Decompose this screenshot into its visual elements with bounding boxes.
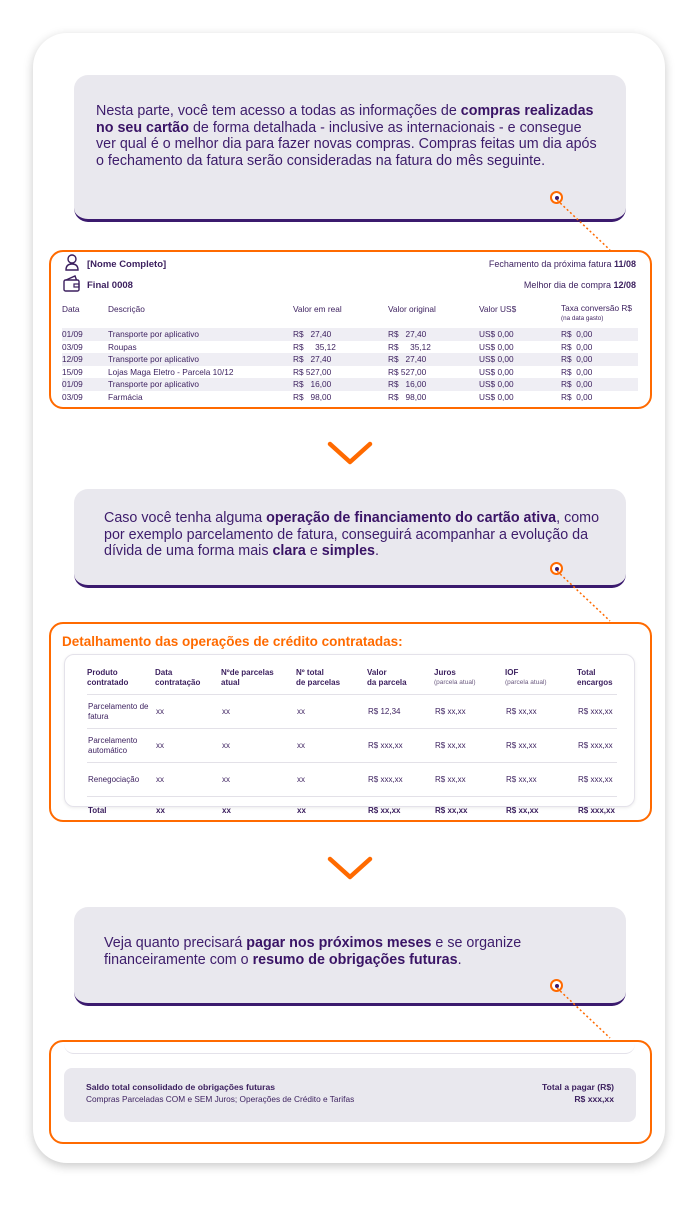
credit-row [87,729,617,763]
tx-description: Roupas [108,341,137,352]
transaction-row [62,328,638,341]
credit-cell: xx [296,797,367,824]
credit-cell: R$ xx,xx [434,729,505,763]
tx-value-original: R$ 527,00 [388,366,427,377]
credit-cell: R$ xx,xx [505,695,577,729]
connector-line [555,198,615,253]
info-box-purchases [74,75,626,222]
credit-col-header: Nºde parcelas atual [221,668,274,687]
closing-info: Fechamento da próxima fatura 11/08 [488,259,636,269]
credit-cell: xx [296,695,367,729]
credit-cell: R$ xxx,xx [577,763,617,797]
tx-date: 15/09 [62,366,83,377]
tx-conversion-rate: R$ 0,00 [561,328,638,341]
tx-value-original: R$ 16,00 [388,378,479,391]
summary-title: Saldo total consolidado de obrigações futuras [86,1082,276,1092]
summary-total-label: Total a pagar (R$) [542,1082,614,1092]
info-text-financing: Caso você tenha alguma operação de financiamento do cartão ativa, como por exemplo parcelamento de fatura, conseguirá acompanhar a evolução da dívida de uma forma mais clara e simples. [104,510,600,559]
credit-col-header: Produto contratado [87,668,129,687]
holder-name: [Nome Completo] [87,259,167,270]
credit-cell: R$ 12,34 [367,695,434,729]
credit-cell: xx [221,763,296,797]
credit-cell: R$ xx,xx [505,729,577,763]
summary-subtitle: Compras Parceladas COM e SEM Juros; Operações de Crédito e Tarifas [86,1094,355,1104]
credit-cell: xx [221,695,296,729]
transaction-row [62,378,638,391]
credit-col-header: Nº total de parcelas [296,668,341,687]
credit-cell: Parcelamento automático [87,729,155,763]
summary-top-panel-edge [64,1043,635,1054]
tx-value-original: R$ 27,40 [388,328,479,341]
tx-value-usd: US$ 0,00 [479,341,514,352]
tx-conversion-rate: R$ 0,00 [561,353,638,366]
info-text-future: Veja quanto precisará pagar nos próximos meses e se organize financeiramente com o resumo de obrigações futuras. [104,935,522,968]
col-value-usd: Valor US$ [479,304,517,314]
col-value-real: Valor em real [293,304,342,314]
tx-value-original: R$ 35,12 [388,341,431,352]
credit-table-panel [64,654,635,815]
info-box-future [74,907,626,1006]
chevron-down-icon [327,440,373,470]
credit-cell: xx [296,763,367,797]
credit-cell: xx [296,729,367,763]
credit-col-header: Data contratação [155,668,201,687]
tx-value-real: R$ 27,40 [293,328,388,341]
tx-description: Transporte por aplicativo [108,378,293,391]
tx-date: 01/09 [62,378,108,391]
credit-cell: xx [155,797,221,824]
tx-value-usd: US$ 0,00 [479,366,514,377]
tx-conversion-rate: R$ 0,00 [561,378,638,391]
chevron-down-icon [327,855,373,885]
tx-description: Farmácia [108,391,143,402]
tx-description: Transporte por aplicativo [108,328,293,341]
credit-cell: xx [155,695,221,729]
transaction-row [62,366,638,379]
tx-date: 12/09 [62,353,108,366]
card-final: Final 0008 [87,280,133,291]
credit-cell: R$ xx,xx [434,763,505,797]
tx-conversion-rate: R$ 0,00 [561,341,593,352]
transactions-table [62,304,638,403]
credit-cell: R$ xx,xx [367,797,434,824]
credit-cell: Total [87,797,155,824]
col-description: Descrição [108,304,145,314]
summary-total-value: R$ xxx,xx [574,1094,614,1104]
tx-date: 03/09 [62,341,83,352]
tx-value-usd: US$ 0,00 [479,391,514,402]
user-icon [64,254,80,271]
credit-cell: Parcelamento de fatura [87,695,155,729]
credit-cell: xx [155,763,221,797]
tx-value-real: R$ 527,00 [293,366,332,377]
credit-cell: R$ xxx,xx [577,797,617,824]
connector-line [555,986,615,1041]
credit-col-header: Valor da parcela [367,668,407,687]
statement-panel [58,254,644,404]
credit-cell: Renegociação [87,763,155,797]
credit-row [87,695,617,729]
tx-value-original: R$ 27,40 [388,353,479,366]
credit-cell: R$ xxx,xx [577,729,617,763]
tx-value-real: R$ 98,00 [293,391,332,402]
col-value-original: Valor original [388,304,436,314]
credit-cell: R$ xx,xx [434,797,505,824]
summary-box [64,1068,636,1122]
credit-cell: xx [155,729,221,763]
tx-value-usd: US$ 0,00 [479,378,561,391]
tx-value-real: R$ 35,12 [293,341,336,352]
credit-col-header: IOF (parcela atual) [505,668,547,686]
tx-date: 01/09 [62,328,108,341]
credit-cell: R$ xx,xx [505,797,577,824]
wallet-icon [63,275,81,292]
tx-value-usd: US$ 0,00 [479,353,561,366]
best-day-info: Melhor dia de compra 12/08 [523,280,636,290]
tx-description: Transporte por aplicativo [108,353,293,366]
tx-conversion-rate: R$ 0,00 [561,366,593,377]
transaction-row [62,341,638,354]
credit-total-row [87,797,617,824]
col-conversion-rate: Taxa conversão R$ (na data gasto) [561,303,633,322]
tx-value-usd: US$ 0,00 [479,328,561,341]
credit-col-header: Total encargos [577,668,613,687]
tx-value-original: R$ 98,00 [388,391,427,402]
credit-row [87,763,617,797]
transaction-row [62,353,638,366]
tx-value-real: R$ 16,00 [293,378,388,391]
transaction-row [62,391,638,404]
tx-value-real: R$ 27,40 [293,353,388,366]
credit-cell: R$ xxx,xx [367,763,434,797]
credit-title: Detalhamento das operações de crédito contratadas: [62,634,403,649]
credit-cell: xx [221,729,296,763]
tx-description: Lojas Maga Eletro - Parcela 10/12 [108,366,234,377]
credit-cell: R$ xxx,xx [577,695,617,729]
tx-conversion-rate: R$ 0,00 [561,391,593,402]
credit-table [87,668,617,823]
credit-col-header: Juros (parcela atual) [434,668,476,686]
credit-cell: xx [221,797,296,824]
credit-cell: R$ xx,xx [505,763,577,797]
tx-date: 03/09 [62,391,83,402]
info-box-financing [74,489,626,588]
connector-line [555,569,615,624]
credit-cell: R$ xxx,xx [367,729,434,763]
info-text-purchases: Nesta parte, você tem acesso a todas as informações de compras realizadas no seu cartão de forma detalhada - inclusive as internacionais - e consegue ver qual é o melhor dia para fazer novas compras. Compras feitas um dia após o fechamento da fatura serão consideradas na fatura do mês seguinte. [96,103,597,169]
col-date: Data [62,304,80,314]
credit-cell: R$ xx,xx [434,695,505,729]
